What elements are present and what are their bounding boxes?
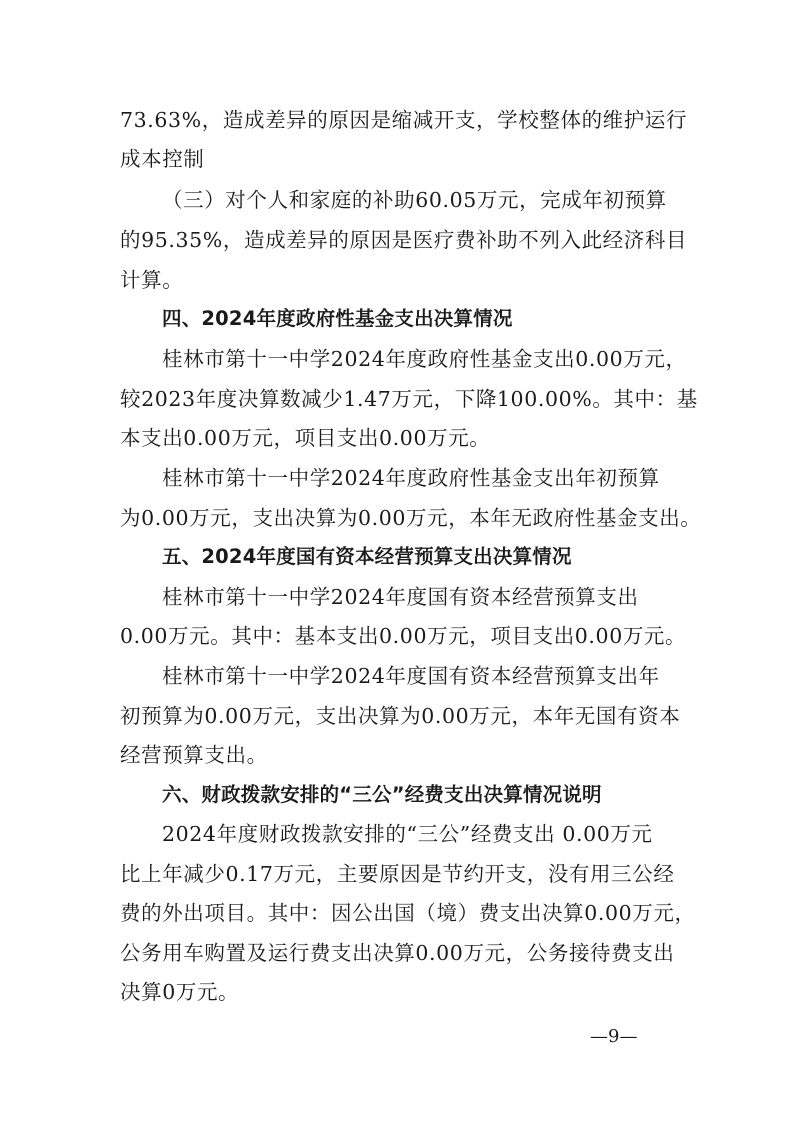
- paragraph-line: 公务用车购置及运行费支出决算0.00万元，公务接待费支出: [120, 941, 675, 965]
- paragraph-line: 较2023年度决算数减少1.47万元，下降100.00%。其中：基: [120, 387, 698, 411]
- paragraph-line: 桂林市第十一中学2024年度国有资本经营预算支出: [162, 585, 639, 609]
- paragraph-line: 费的外出项目。其中：因公出国（境）费支出决算0.00万元，: [120, 901, 696, 925]
- paragraph-line: 桂林市第十一中学2024年度政府性基金支出年初预算: [162, 466, 660, 490]
- paragraph-line: 成本控制: [120, 147, 205, 171]
- paragraph-line: 决算0万元。: [120, 980, 240, 1004]
- section-heading-4: 四、2024年度政府性基金支出决算情况: [162, 307, 513, 330]
- paragraph-line: 的95.35%，造成差异的原因是医疗费补助不列入此经济科目: [120, 228, 688, 252]
- paragraph-line: 经营预算支出。: [120, 743, 268, 767]
- paragraph-line: 初预算为0.00万元，支出决算为0.00万元，本年无国有资本: [120, 704, 681, 728]
- page-number: —9—: [590, 1026, 638, 1047]
- paragraph-line: 比上年减少0.17万元，主要原因是节约开支，没有用三公经: [120, 862, 675, 886]
- section-heading-6: 六、财政拨款安排的“三公”经费支出决算情况说明: [162, 783, 602, 806]
- paragraph-line: 桂林市第十一中学2024年度政府性基金支出0.00万元，: [162, 347, 687, 371]
- paragraph-line: 0.00万元。其中：基本支出0.00万元，项目支出0.00万元。: [120, 624, 687, 648]
- paragraph-line: （三）对个人和家庭的补助60.05万元，完成年初预算: [162, 188, 667, 212]
- paragraph-line: 73.63%，造成差异的原因是缩减开支，学校整体的维护运行: [120, 108, 688, 132]
- paragraph-line: 2024年度财政拨款安排的“三公”经费支出 0.00万元: [162, 822, 653, 846]
- paragraph-line: 桂林市第十一中学2024年度国有资本经营预算支出年: [162, 664, 660, 688]
- paragraph-line: 本支出0.00万元，项目支出0.00万元。: [120, 426, 491, 450]
- paragraph-line: 计算。: [120, 268, 184, 292]
- paragraph-line: 为0.00万元，支出决算为0.00万元，本年无政府性基金支出。: [120, 506, 702, 530]
- section-heading-5: 五、2024年度国有资本经营预算支出决算情况: [162, 545, 572, 568]
